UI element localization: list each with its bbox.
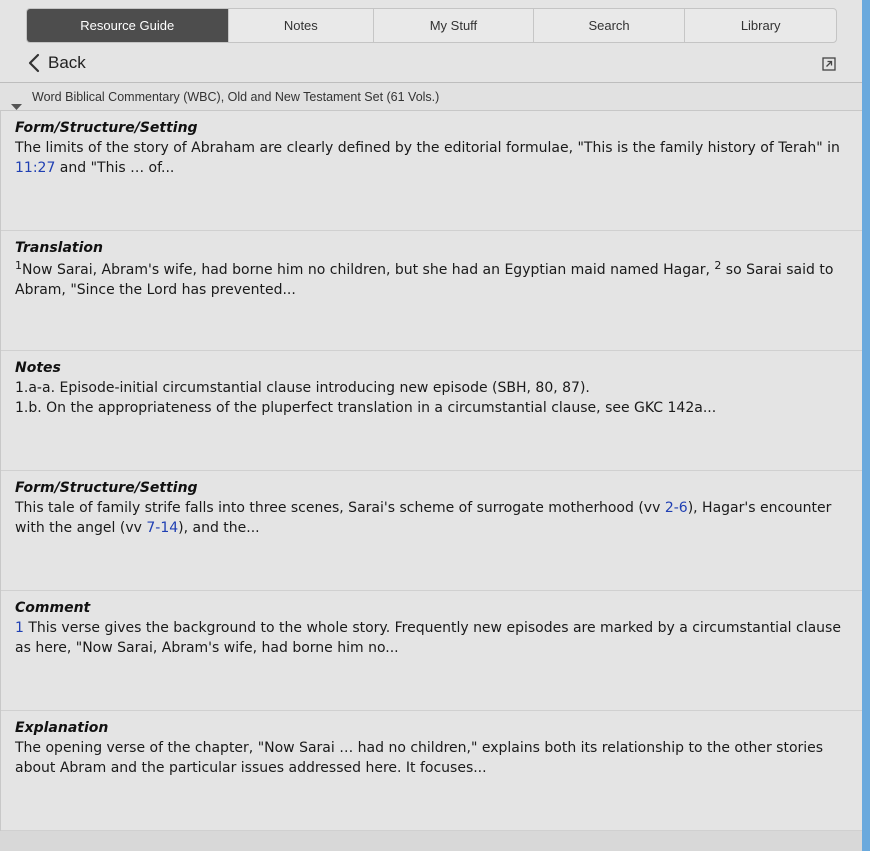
entry-title: Notes bbox=[15, 360, 61, 376]
scripture-link[interactable]: 11:27 bbox=[15, 160, 56, 176]
entry-snippet bbox=[15, 378, 805, 418]
entry-notes[interactable] bbox=[1, 351, 862, 471]
entry-snippet bbox=[15, 259, 834, 300]
resource-title: Word Biblical Commentary (WBC), Old and New Testament Set (61 Vols.) bbox=[32, 90, 440, 104]
verse-number: 2 bbox=[714, 259, 722, 272]
entry-snippet bbox=[15, 138, 840, 178]
entry-title: Translation bbox=[15, 240, 103, 256]
popout-icon[interactable] bbox=[822, 56, 836, 70]
snippet-text: The limits of the story of Abraham are clearly defined by the editorial formulae, "This is the family history of Terah" in bbox=[15, 140, 840, 156]
tab-my-stuff[interactable]: My Stuff bbox=[374, 9, 534, 42]
tab-resource-guide[interactable]: Resource Guide bbox=[27, 9, 229, 42]
snippet-text: The opening verse of the chapter, "Now Sarai … had no children," explains both its relationship to the other stories bbox=[15, 740, 824, 756]
resource-header[interactable] bbox=[0, 83, 862, 111]
verse-number: 1 bbox=[15, 259, 22, 272]
back-button[interactable] bbox=[28, 50, 86, 76]
entry-translation[interactable] bbox=[1, 231, 862, 351]
resource-entry-list bbox=[1, 111, 862, 831]
snippet-text: 1.b. On the appropriateness of the pluperfect translation in a circumstantial clause, see GKC 142a... bbox=[15, 400, 717, 416]
scripture-link[interactable]: 7-14 bbox=[146, 520, 179, 536]
snippet-text: with the angel (vv bbox=[15, 520, 147, 536]
entry-snippet bbox=[15, 738, 824, 778]
entry-title: Comment bbox=[15, 600, 91, 616]
tab-bar bbox=[26, 8, 837, 43]
entry-form-structure-setting-2[interactable] bbox=[1, 471, 862, 591]
disclosure-triangle-icon[interactable] bbox=[11, 95, 22, 101]
tab-library[interactable]: Library bbox=[740, 18, 781, 33]
entry-explanation[interactable] bbox=[1, 711, 862, 831]
verse-link[interactable]: 1 bbox=[15, 620, 24, 636]
snippet-text: and "This … of... bbox=[55, 160, 175, 176]
snippet-text: This tale of family strife falls into three scenes, Sarai's scheme of surrogate motherhood (vv bbox=[15, 500, 665, 516]
snippet-text: ), Hagar's encounter bbox=[687, 500, 832, 516]
entry-snippet bbox=[15, 618, 841, 658]
tab-search[interactable]: Search bbox=[534, 9, 686, 42]
entry-comment[interactable] bbox=[1, 591, 862, 711]
entry-form-structure-setting[interactable] bbox=[1, 111, 862, 231]
snippet-text: Abram, "Since the Lord has prevented... bbox=[15, 282, 296, 298]
entry-title: Form/Structure/Setting bbox=[15, 480, 198, 496]
snippet-text: about Abram and the particular issues addressed here. It focuses... bbox=[15, 760, 487, 776]
bottom-strip bbox=[0, 831, 862, 851]
entry-snippet bbox=[15, 498, 832, 538]
accent-scroll-bar[interactable] bbox=[862, 0, 870, 851]
entry-title: Form/Structure/Setting bbox=[15, 120, 198, 136]
entry-title: Explanation bbox=[15, 720, 109, 736]
back-label: Back bbox=[48, 53, 86, 72]
chevron-left-icon bbox=[28, 53, 40, 73]
snippet-text: This verse gives the background to the whole story. Frequently new episodes are marked by a circumstantial clause bbox=[23, 620, 841, 636]
tab-notes[interactable]: Notes bbox=[229, 9, 375, 42]
snippet-text: as here, "Now Sarai, Abram's wife, had borne him no... bbox=[15, 640, 399, 656]
snippet-text: 1.a-a. Episode-initial circumstantial clause introducing new episode (SBH, 80, 87). bbox=[15, 380, 590, 396]
snippet-text: so Sarai said to bbox=[721, 262, 834, 278]
snippet-text: ), and the... bbox=[178, 520, 260, 536]
scripture-link[interactable]: 2-6 bbox=[664, 500, 688, 516]
snippet-text: Now Sarai, Abram's wife, had borne him no children, but she had an Egyptian maid named Hagar, bbox=[22, 262, 715, 278]
